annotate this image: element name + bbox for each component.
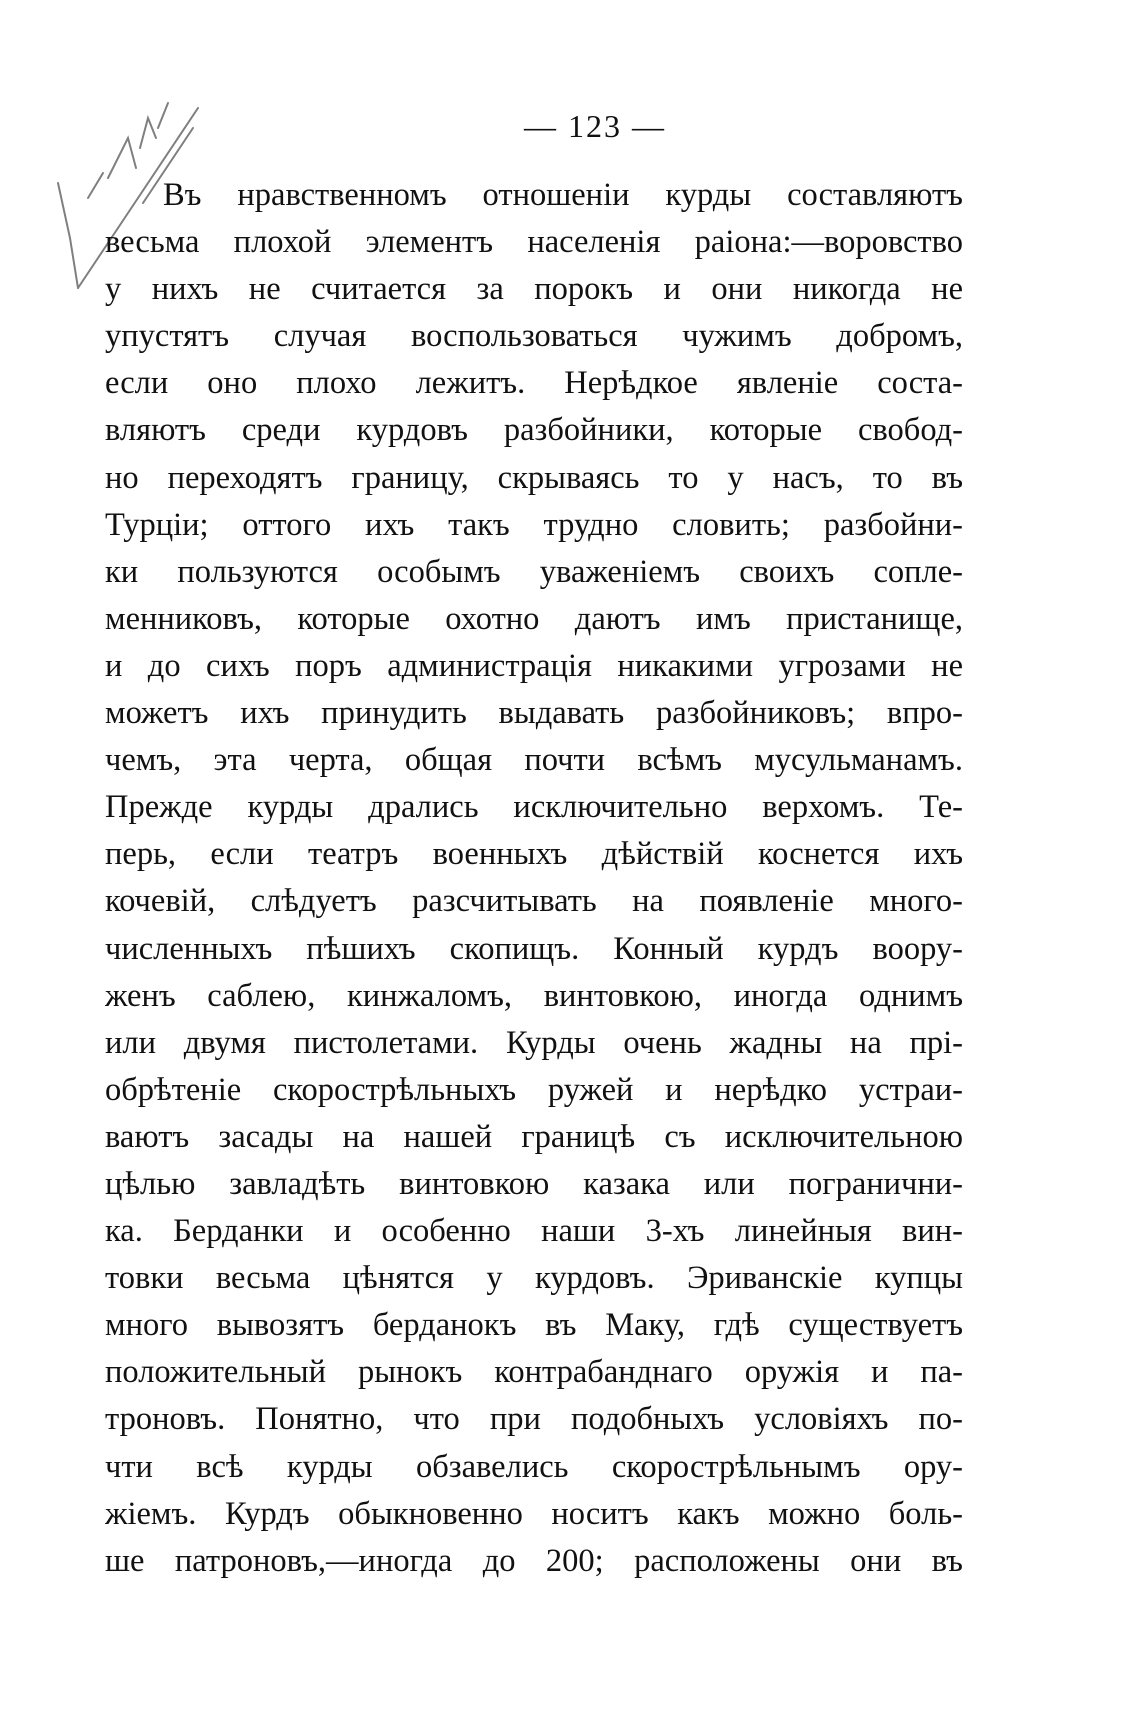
text-line: менниковъ, которые охотно даютъ имъ пристанище, (105, 600, 963, 637)
text-line: перь, если театръ военныхъ дѣйствій коснется ихъ (105, 836, 963, 873)
text-line: ше патроновъ,—иногда до 200; расположены они въ (105, 1542, 963, 1579)
text-line: товки весьма цѣнятся у курдовъ. Эриванскіе купцы (105, 1260, 963, 1297)
text-line: троновъ. Понятно, что при подобныхъ условіяхъ по- (105, 1401, 963, 1438)
text-line: жіемъ. Курдъ обыкновенно носитъ какъ можно боль- (105, 1495, 963, 1532)
text-line: упустятъ случая воспользоваться чужимъ добромъ, (105, 318, 963, 355)
text-line: Прежде курды дрались исключительно верхомъ. Те- (105, 789, 963, 826)
text-line: можетъ ихъ принудить выдавать разбойниковъ; впро- (105, 695, 963, 732)
body-text (105, 172, 963, 1585)
text-line: много вывозятъ берданокъ въ Маку, гдѣ существуетъ (105, 1307, 963, 1344)
text-line: ваютъ засады на нашей границѣ съ исключительною (105, 1118, 963, 1155)
page-number: — 123 — (524, 108, 666, 144)
text-line: кочевій, слѣдуетъ разсчитывать на появленіе много- (105, 883, 963, 920)
text-line: чемъ, эта черта, общая почти всѣмъ мусульманамъ. (105, 742, 963, 779)
text-line: положительный рынокъ контрабанднаго оружія и па- (105, 1354, 963, 1391)
text-line: весьма плохой элементъ населенія раіона:—воровство (105, 224, 963, 261)
text-line: женъ саблею, кинжаломъ, винтовкою, иногда однимъ (105, 977, 963, 1014)
text-line: у нихъ не считается за порокъ и они никогда не (105, 271, 963, 308)
text-line: Турціи; оттого ихъ такъ трудно словить; разбойни- (105, 506, 963, 543)
text-line: Въ нравственномъ отношеніи курды составляютъ (163, 177, 963, 213)
text-line: чти всѣ курды обзавелись скорострѣльнымъ ору- (105, 1448, 963, 1485)
text-line: цѣлью завладѣть винтовкою казака или погранични- (105, 1165, 963, 1202)
text-line: и до сихъ поръ администрація никакими угрозами не (105, 647, 963, 684)
text-line: ки пользуются особымъ уваженіемъ своихъ сопле- (105, 553, 963, 590)
text-line: вляютъ среди курдовъ разбойники, которые свобод- (105, 412, 963, 449)
text-line: обрѣтеніе скорострѣльныхъ ружей и нерѣдко устраи- (105, 1071, 963, 1108)
text-line: если оно плохо лежитъ. Нерѣдкое явленіе соста- (105, 365, 963, 402)
text-line: но переходятъ границу, скрываясь то у насъ, то въ (105, 459, 963, 496)
text-line: ка. Берданки и особенно наши 3-хъ линейныя вин- (105, 1213, 963, 1250)
text-line: или двумя пистолетами. Курды очень жадны на прі- (105, 1024, 963, 1061)
text-line: численныхъ пѣшихъ скопищъ. Конный курдъ воору- (105, 930, 963, 967)
